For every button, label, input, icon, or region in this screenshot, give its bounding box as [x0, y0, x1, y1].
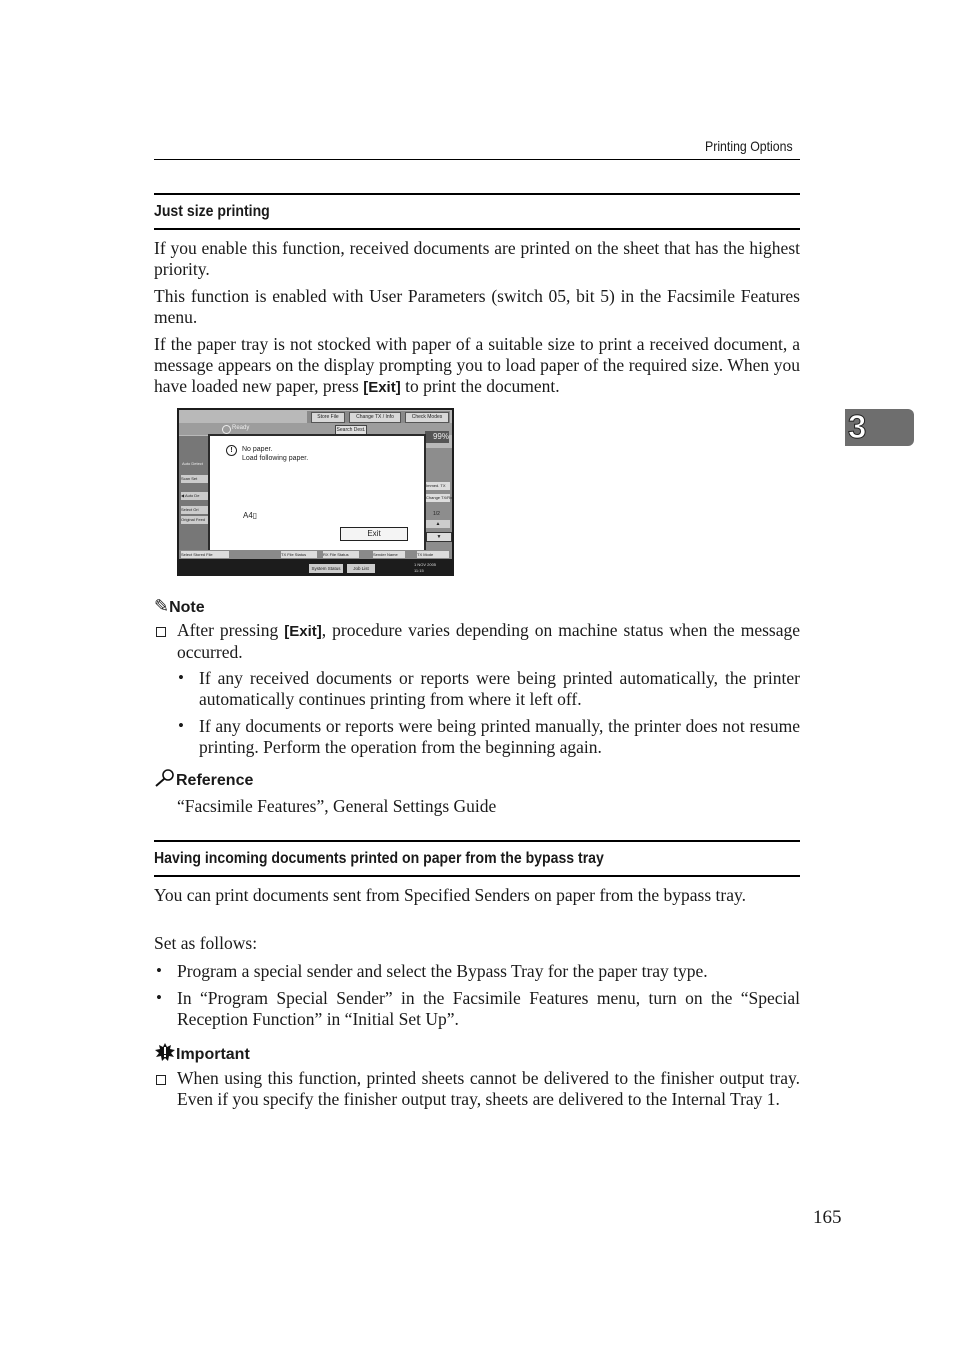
- checkbox-bullet-icon: [156, 1072, 166, 1090]
- ready-label: Ready: [232, 425, 250, 431]
- control-panel-screenshot: [177, 408, 454, 576]
- page-indicator: 1/2: [433, 511, 440, 517]
- paragraph: This function is enabled with User Parameters (switch 05, bit 5) in the Facsimile Features menu.: [154, 286, 800, 327]
- important-icon: [154, 1042, 176, 1062]
- status-time: 11:15: [414, 568, 424, 573]
- paragraph-text: to print the document.: [400, 376, 560, 396]
- list-item: In “Program Special Sender” in the Facsimile Features menu, turn on the “Special Reception Function” in “Initial Set Up”.: [177, 988, 800, 1029]
- bullet-dot: •: [156, 988, 162, 1007]
- scroll-up-button[interactable]: [426, 520, 450, 528]
- note-title: Note: [169, 599, 205, 616]
- section-heading-bypass-tray: [154, 840, 800, 877]
- note-heading: [154, 596, 205, 617]
- tx-mode-tab[interactable]: TX Mode: [417, 551, 449, 558]
- paragraph: Set as follows:: [154, 933, 258, 953]
- exit-key-label: [Exit]: [284, 623, 322, 640]
- select-original-button[interactable]: Select Ori: [181, 506, 209, 514]
- header-rule: [154, 159, 800, 160]
- important-text: When using this function, printed sheets cannot be delivered to the finisher output tray. Even if you specify the finisher output tray, sheets are delivered to the Internal Tray 1.: [177, 1068, 800, 1109]
- section-title: Having incoming documents printed on paper from the bypass tray: [154, 850, 604, 867]
- pencil-icon: ✎: [154, 596, 170, 617]
- arrow-left-icon: ◀: [181, 493, 185, 498]
- exit-button[interactable]: Exit: [340, 527, 408, 541]
- tx-file-status-tab[interactable]: TX File Status: [281, 551, 317, 558]
- running-header: Printing Options: [705, 138, 793, 154]
- dialog-message-line1: No paper.: [242, 446, 273, 453]
- note-bullet: If any received documents or reports were being printed automatically, the printer automatically continues printing from where it left off.: [199, 668, 800, 709]
- immediate-tx-button[interactable]: Immed. TX: [426, 482, 450, 490]
- note-bullet: If any documents or reports were being printed manually, the printer does not resume printing. Perform the operation from the beginning again.: [199, 716, 800, 757]
- system-status-button[interactable]: System Status: [309, 564, 343, 573]
- reference-text: “Facsimile Features”, General Settings Guide: [177, 796, 497, 816]
- note-item: After pressing [Exit], procedure varies depending on machine status when the message occurred.: [177, 620, 800, 662]
- chapter-number: 3: [848, 408, 867, 445]
- page-number: 165: [813, 1207, 842, 1228]
- alert-icon: !: [226, 445, 237, 456]
- store-file-tab[interactable]: Store File: [311, 412, 345, 423]
- dialog-message-line2: Load following paper.: [242, 455, 309, 462]
- original-feed-button[interactable]: Original Feed: [181, 516, 209, 524]
- paragraph-text: If the paper tray is not stocked with paper of a suitable size to print a received document, a message appears on the display prompting you to load paper of the required size. When you have loaded new paper, press: [154, 334, 800, 396]
- section-heading-just-size: [154, 193, 800, 230]
- sender-name-tab[interactable]: Sender Name: [373, 551, 405, 558]
- search-dest-button[interactable]: Search Dest.: [336, 427, 366, 433]
- bullet-dot: •: [178, 716, 184, 735]
- change-tx-button[interactable]: Change TX/Rx: [426, 495, 453, 500]
- paragraph: [154, 334, 800, 398]
- magnifier-icon: [154, 768, 176, 788]
- ready-icon: [222, 425, 231, 434]
- auto-density-button[interactable]: ◀ Auto De: [181, 492, 209, 500]
- status-date: 1 NOV 2005: [414, 562, 437, 567]
- memory-readout: 99%: [425, 431, 449, 443]
- paragraph: You can print documents sent from Specified Senders on paper from the bypass tray.: [154, 885, 746, 905]
- change-tx-info-tab[interactable]: Change TX / Info: [349, 412, 401, 423]
- left-item: Auto Detect: [182, 461, 203, 466]
- reference-heading: [154, 768, 253, 790]
- triangle-up-icon: ▲: [435, 521, 441, 527]
- important-title: Important: [176, 1046, 250, 1063]
- paragraph: If you enable this function, received documents are printed on the sheet that has the highest priority.: [154, 238, 800, 279]
- list-item: Program a special sender and select the Bypass Tray for the paper tray type.: [177, 961, 708, 981]
- select-stored-file-tab[interactable]: Select Stored File: [181, 551, 229, 558]
- bullet-dot: •: [178, 668, 184, 687]
- paper-size-label: A4▯: [243, 511, 258, 520]
- section-title: Just size printing: [154, 203, 270, 220]
- check-modes-tab[interactable]: Check Modes: [405, 412, 449, 423]
- triangle-down-icon: ▼: [436, 534, 442, 540]
- exit-key-label: [Exit]: [363, 379, 401, 396]
- job-list-button[interactable]: Job List: [347, 564, 375, 573]
- important-heading: [154, 1042, 250, 1064]
- reference-title: Reference: [176, 772, 254, 789]
- paper-orientation-icon: ▯: [252, 511, 258, 520]
- checkbox-bullet-icon: [156, 624, 166, 642]
- scan-settings-button[interactable]: Scan Set: [181, 475, 209, 483]
- rx-file-status-tab[interactable]: RX File Status: [323, 551, 359, 558]
- bullet-dot: •: [156, 961, 162, 980]
- scroll-down-button[interactable]: [426, 532, 452, 542]
